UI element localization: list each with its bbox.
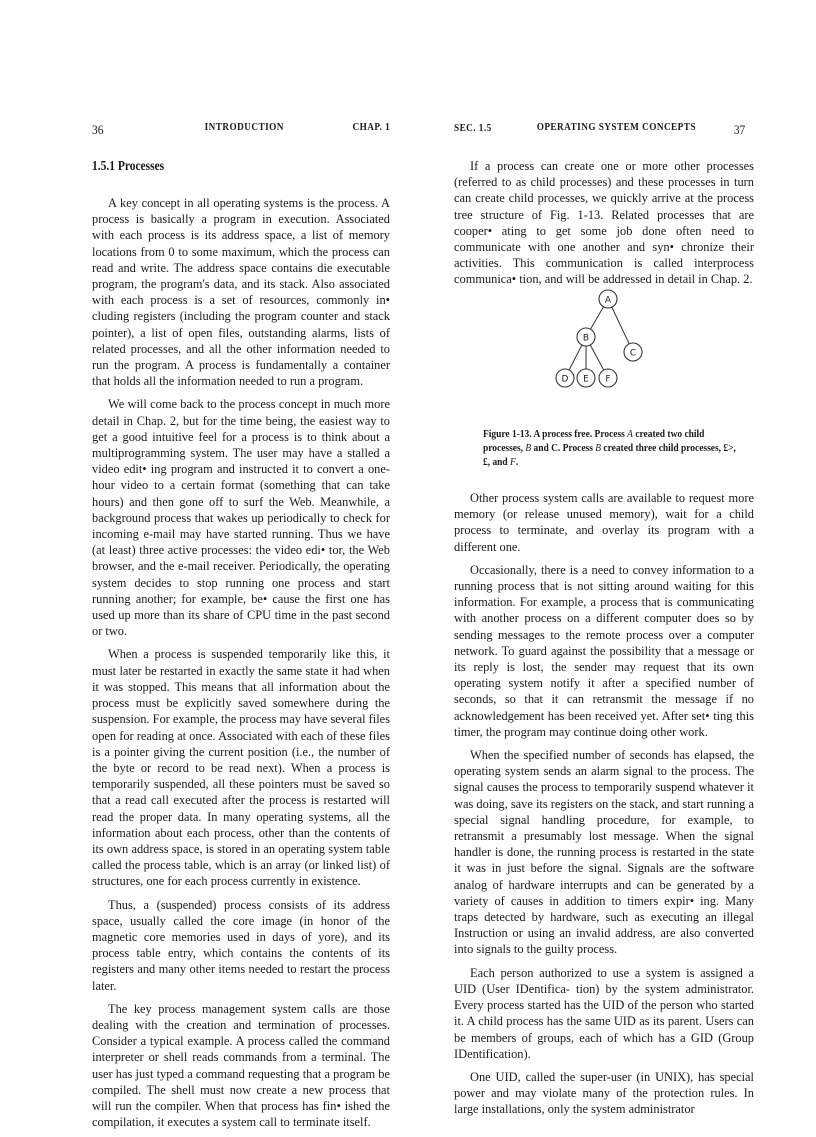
paragraph: Other process system calls are available to request more memory (or release unused memory), wait for a child process to terminate, and overlay its program with a different one. (454, 491, 754, 554)
svg-text:B: B (582, 333, 590, 344)
section-label: SEC. 1.5 (454, 123, 492, 134)
page-number: 36 (92, 122, 104, 137)
paragraph: Occasionally, there is a need to convey information to a running process that is not sitting around waiting for this information. For example, a process that is communicating with another process on a different computer does so by sending messages to the remote process over a computer network. To guard against the possibility that a message or its reply is lost, the sender may request that its own operating system notify it after a specified number of seconds, so that it can retransmit the message if no acknowledgement has been received yet. After set• ting this timer, the program may continue doing other work. (454, 562, 754, 739)
left-body-text (92, 195, 390, 1137)
tree-node-e (577, 369, 595, 387)
svg-text:A: A (604, 295, 612, 306)
right-top-text (454, 158, 754, 295)
paragraph: If a process can create one or more other processes (referred to as child processes) and these processes in turn can create child processes, we quickly arrive at the process tree structure of Fig. 1-13. Related processes that are cooper• ating to get some job done often need to communicate with one another and syn• chronize their activities. This communication is called interprocess communica• tion, and will be addressed in detail in Chap. 2. (454, 159, 754, 287)
left-page (0, 0, 408, 1130)
svg-text:C: C (629, 348, 637, 359)
paragraph: We will come back to the process concept in much more detail in Chap. 2, but for the time being, the easiest way to get a good intuitive feel for a process is to think about a multiprogramming system. The user may have a stalled a video edit• ing program and instructed it to convert a one-hour video to a certain format (something that can take hours) and then gone off to surf the Web. Meanwhile, a background process that wakes up periodically to check for incoming e-mail may have started running. Thus we have (at least) three active processes: the video edi• tor, the Web browser, and the e-mail receiver. Periodically, the operating system decides to stop running one process and start running another; for example, be• cause the first one has used up more than its share of CPU time in the past second or two. (92, 397, 390, 639)
paragraph: The key process management system calls are those dealing with the creation and termination of processes. Consider a typical example. A process called the command interpreter or shell reads commands from a terminal. The user has just typed a command requesting that a program be compiled. The shell must now create a new process that will run the compiler. When that process has fin• ished the compilation, it executes a system call to terminate itself. (92, 1001, 390, 1130)
paragraph: When a process is suspended temporarily like this, it must later be restarted in exactly the same state it had when it was stopped. This means that all information about the process must be explicitly saved somewhere during the suspension. For example, the process may have several files open for reading at once. Associated with each of these files is a pointer giving the current position (i.e., the number of the byte or record to be read next). When a process is temporarily suspended, all these pointers must be saved so that a read call executed after the process is restarted will read the proper data. In many operating systems, all the information about each process, other than the contents of its own address space, is stored in an operating system table called the process table, which is an array (or linked list) of structures, one for each process currently in existence. (92, 647, 390, 889)
tree-node-a (599, 290, 617, 308)
chapter-label: CHAP. 1 (352, 122, 391, 133)
running-title: OPERATING SYSTEM CONCEPTS (536, 122, 696, 133)
svg-text:E: E (583, 374, 589, 385)
running-title: INTRODUCTION (204, 122, 284, 133)
tree-node-b (577, 328, 595, 346)
left-page-header (92, 122, 391, 138)
right-page (408, 0, 816, 1123)
paragraph: Each person authorized to use a system is assigned a UID (User IDentifica- tion) by the system administrator. Every process started has the UID of the person who started it. A child process has the same UID as its parent. Users can be members of groups, each of which has a GID (Group IDentification). (454, 965, 754, 1061)
svg-text:D: D (561, 374, 569, 385)
page-number: 37 (733, 122, 746, 137)
paragraph: A key concept in all operating systems is the process. A process is basically a program in execution. Associated with each process is its address space, a list of memory locations from 0 to some maximum, which the process can read and write. The address space contains die executable program, the program's data, and its stack. Also associated with each process is a set of resources, commonly in• cluding registers (including the program counter and stack pointer), a list of open files, outstanding alarms, lists of related processes, and all the other information needed to run the program. A process is fundamentally a container that holds all the information needed to run a program. (92, 196, 390, 389)
right-bottom-text (454, 490, 754, 1125)
process-tree-figure (548, 282, 668, 407)
svg-text:F: F (605, 374, 611, 385)
paragraph: One UID, called the super-user (in UNIX), has special power and may violate many of the protection rules. In large installations, only the system administrator (454, 1069, 754, 1117)
right-page-header (454, 122, 753, 138)
paragraph: Thus, a (suspended) process consists of its address space, usually called the core image (in honor of the magnetic core memories used in days of yore), and its process table entry, which contains the contents of its registers and many other items needed to restart the process later. (92, 897, 390, 993)
tree-node-d (556, 369, 574, 387)
tree-node-f (599, 369, 617, 387)
paragraph: When the specified number of seconds has elapsed, the operating system sends an alarm signal to the process. The signal causes the process to temporarily suspend whatever it was doing, save its registers on the stack, and start running a special signal handling procedure, for example, to retransmit a presumably lost message. When the signal handler is done, the running process is restarted in the state it was in just before the signal. Signals are the software analog of hardware interrupts and can be generated by a variety of causes in addition to timers expir• ing. Many traps detected by hardware, such as executing an illegal Instruction or using an invalid address, are also converted into signals to the guilty process. (454, 748, 754, 957)
section-title: 1.5.1 Processes (92, 158, 165, 173)
figure-caption: Figure 1-13. A process free. Process A created two child processes, B and C. Process B created three child processes, £>, £, and F. (483, 429, 736, 468)
tree-node-c (624, 343, 642, 361)
